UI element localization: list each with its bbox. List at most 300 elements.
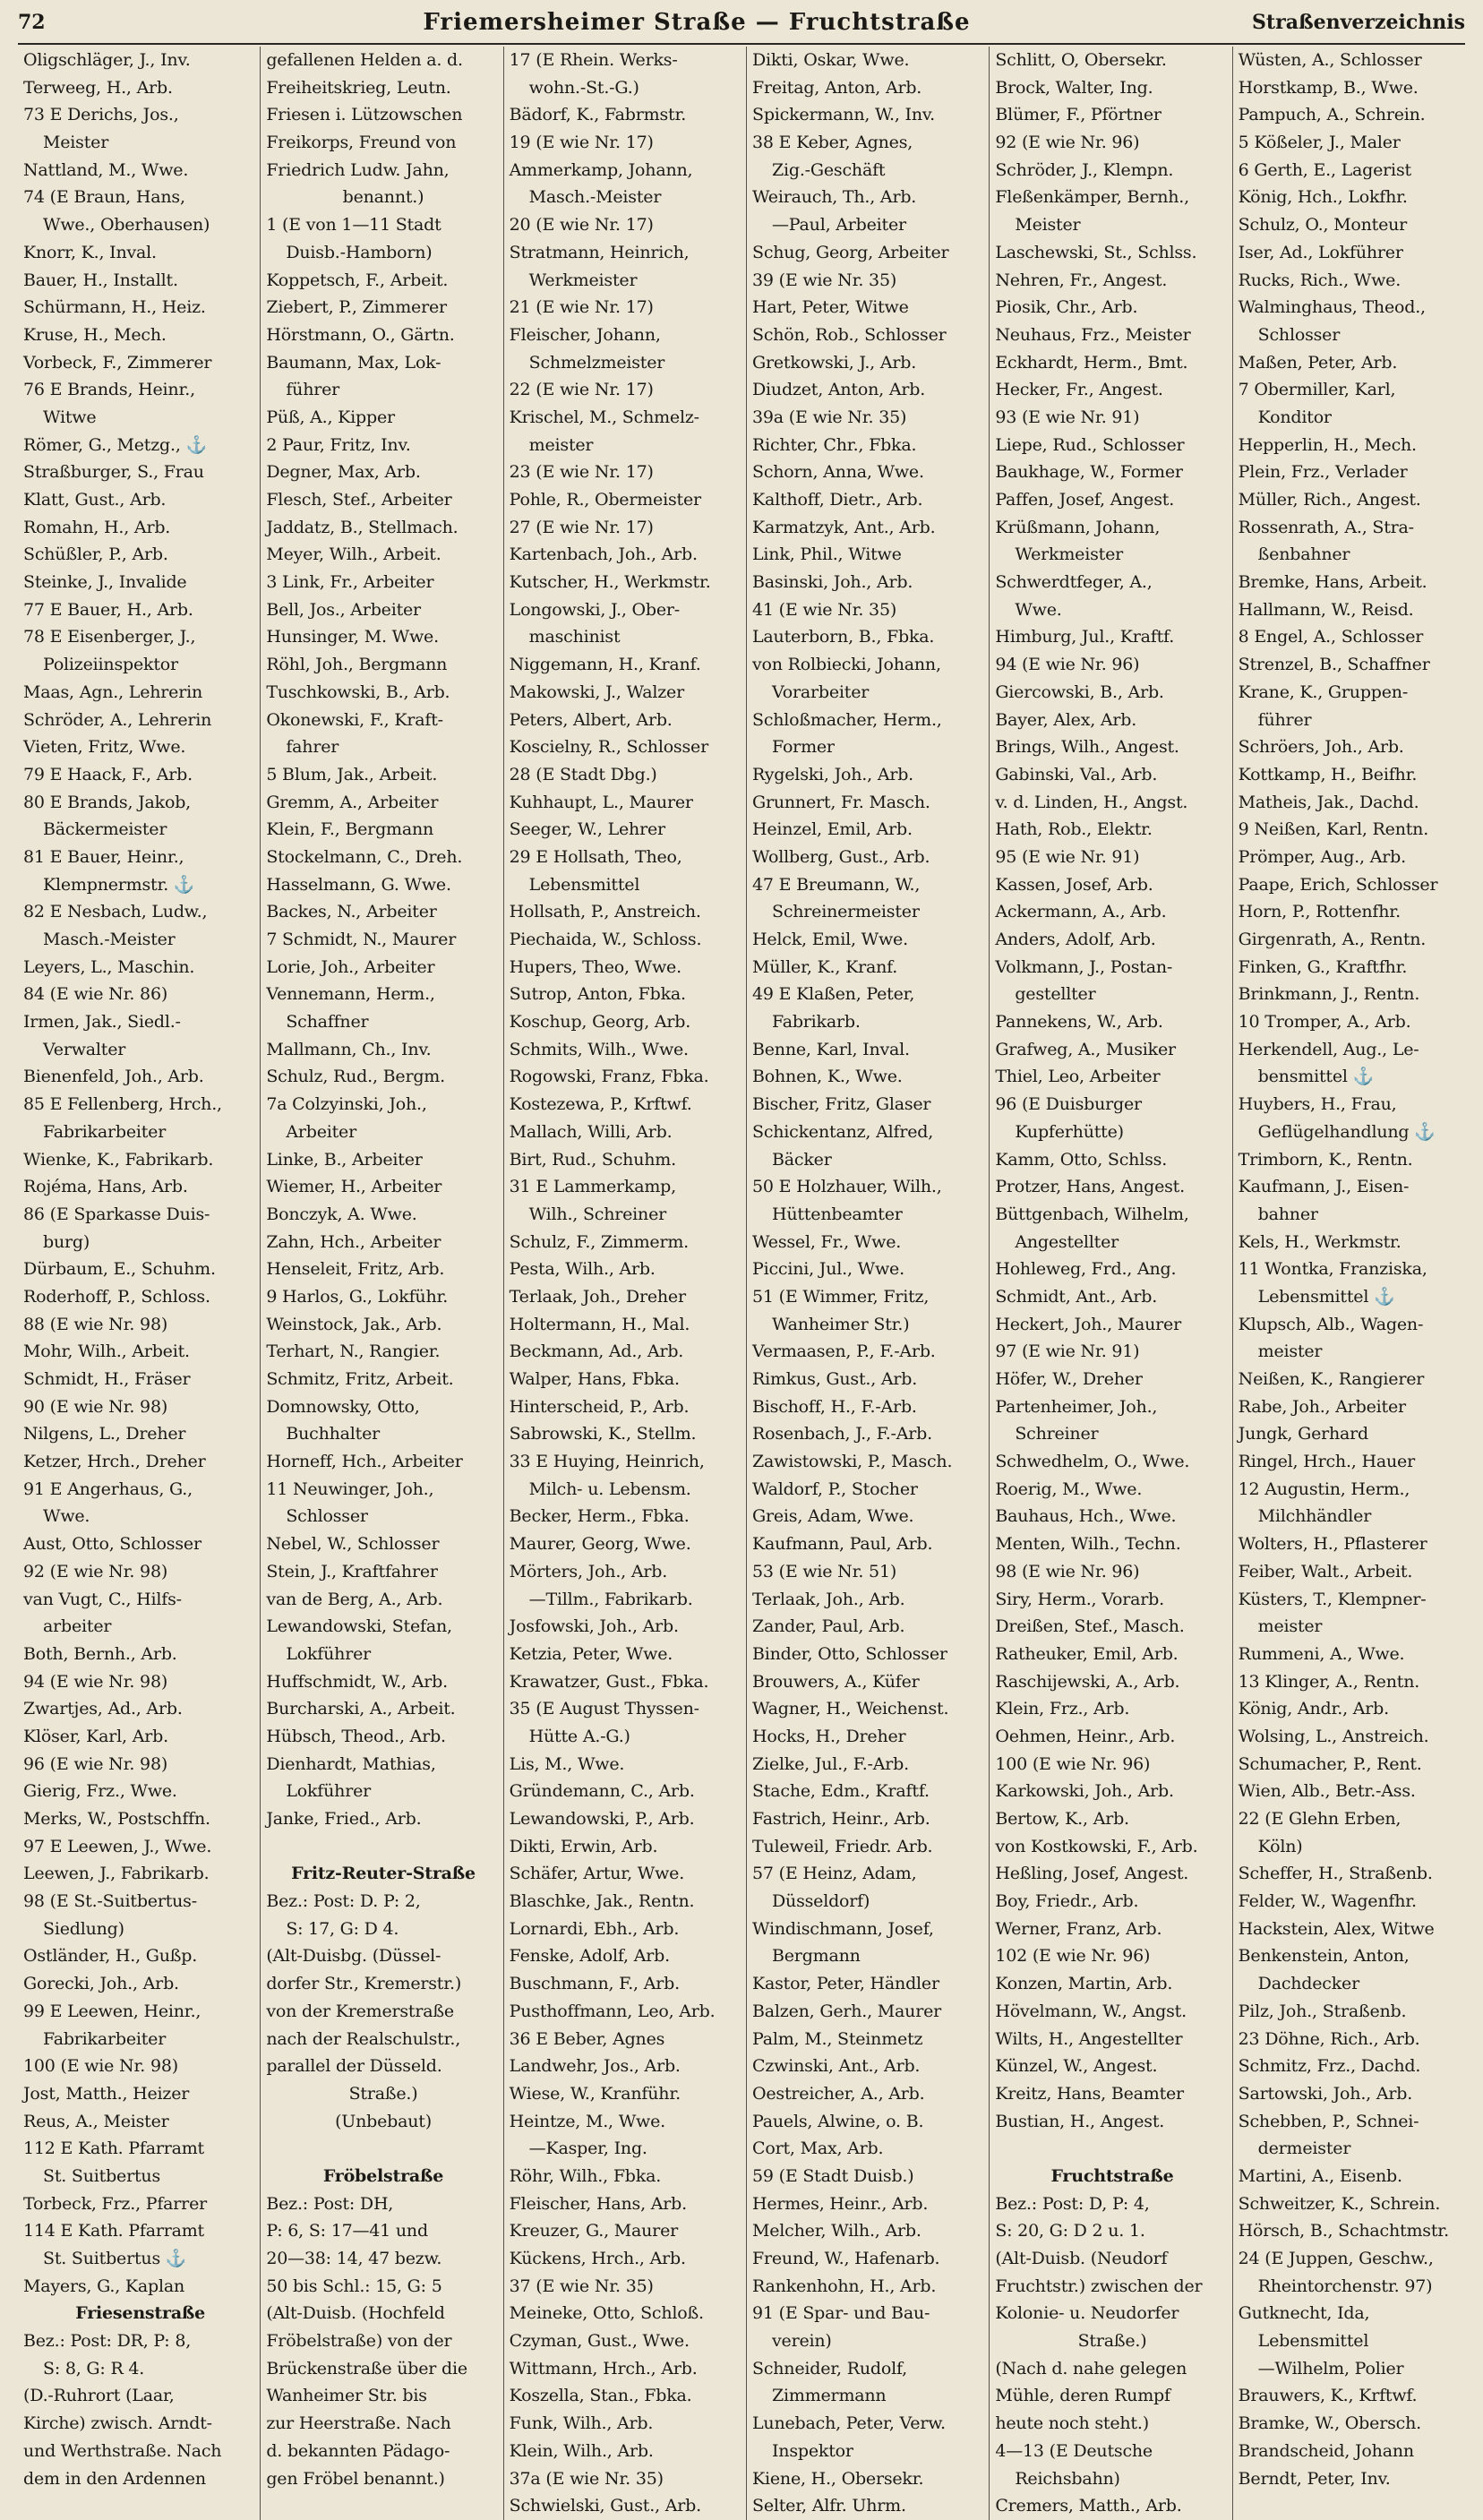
directory-entry: Blümer, F., Pförtner xyxy=(995,105,1162,125)
directory-entry: Schreinermeister xyxy=(772,902,920,922)
directory-entry: Menten, Wilh., Techn. xyxy=(995,1534,1181,1555)
directory-entry: Leyers, L., Maschin. xyxy=(23,956,195,977)
directory-entry: S: 8, G: R 4. xyxy=(43,2358,145,2379)
directory-entry: Brandscheid, Johann xyxy=(1238,2440,1414,2461)
directory-entry: Kolonie- u. Neudorfer xyxy=(995,2303,1179,2324)
directory-entry: 11 Neuwinger, Joh., xyxy=(266,1479,434,1499)
directory-entry: Bertow, K., Arb. xyxy=(995,1809,1129,1829)
directory-entry: Schön, Rob., Schlosser xyxy=(752,324,947,345)
directory-entry: Lebensmittel ⚓ xyxy=(1257,1286,1395,1307)
directory-entry: gefallenen Helden a. d. xyxy=(266,50,463,70)
directory-entry: Rheintorchenstr. 97) xyxy=(1257,2276,1433,2296)
directory-entry: Lauterborn, B., Fbka. xyxy=(752,627,935,647)
directory-entry: 95 (E wie Nr. 91) xyxy=(995,846,1140,867)
directory-entry: Straßburger, S., Frau xyxy=(23,462,204,483)
directory-entry: Pohle, R., Obermeister xyxy=(509,490,701,510)
directory-entry: 8 Engel, A., Schlosser xyxy=(1238,627,1424,647)
directory-entry: dem in den Ardennen xyxy=(23,2468,206,2489)
directory-entry: Volkmann, J., Postan- xyxy=(995,956,1173,977)
directory-entry: Neuhaus, Frz., Meister xyxy=(995,324,1191,345)
directory-entry: Nattland, M., Wwe. xyxy=(23,159,189,180)
directory-entry: Schwerdtfeger, A., xyxy=(995,572,1153,593)
directory-entry: Wien, Alb., Betr.-Ass. xyxy=(1238,1781,1416,1802)
directory-entry: Backes, N., Arbeiter xyxy=(266,902,437,922)
directory-entry: 33 E Huying, Heinrich, xyxy=(509,1452,705,1472)
directory-entry: Rummeni, A., Wwe. xyxy=(1238,1643,1405,1664)
directory-entry: Tuleweil, Friedr. Arb. xyxy=(752,1836,933,1856)
directory-entry: Hocks, H., Dreher xyxy=(752,1726,906,1746)
directory-entry: 49 E Klaßen, Peter, xyxy=(752,984,915,1005)
directory-entry: Schröder, J., Klempn. xyxy=(995,159,1174,180)
directory-entry: Fabrikarbeiter xyxy=(43,2028,167,2049)
directory-entry: 27 (E wie Nr. 17) xyxy=(509,517,654,537)
directory-entry: Kupferhütte) xyxy=(1015,1121,1124,1142)
directory-entry: Küsters, T., Klempner- xyxy=(1238,1589,1427,1609)
directory-entry: —Kasper, Ing. xyxy=(528,2139,647,2159)
directory-entry: Schmits, Wilh., Wwe. xyxy=(509,1039,689,1059)
directory-entry: Steinke, J., Invalide xyxy=(23,572,187,593)
directory-entry: Müller, K., Kranf. xyxy=(752,956,898,977)
directory-entry: Lis, M., Wwe. xyxy=(509,1753,625,1774)
directory-entry: Bell, Jos., Arbeiter xyxy=(266,599,421,620)
directory-entry: Mallmann, Ch., Inv. xyxy=(266,1039,432,1059)
directory-entry: Lokführer xyxy=(286,1781,372,1802)
directory-entry: Hupers, Theo, Wwe. xyxy=(509,956,681,977)
directory-entry: 12 Augustin, Herm., xyxy=(1238,1479,1410,1499)
directory-entry: Fabrikarbeiter xyxy=(43,1121,167,1142)
directory-entry: Bez.: Post: DH, xyxy=(266,2193,394,2214)
directory-entry: 88 (E wie Nr. 98) xyxy=(23,1314,168,1334)
directory-entry: Piechaida, W., Schloss. xyxy=(509,930,702,949)
directory-entry: Schug, Georg, Arbeiter xyxy=(752,242,949,262)
directory-entry: Kartenbach, Joh., Arb. xyxy=(509,544,698,565)
directory-entry: 94 (E wie Nr. 96) xyxy=(995,655,1140,675)
directory-entry: Inspektor xyxy=(772,2440,853,2461)
directory-entry: Arbeiter xyxy=(286,1121,356,1142)
directory-entry: Künzel, W., Angest. xyxy=(995,2056,1158,2077)
directory-entry: Boy, Friedr., Arb. xyxy=(995,1891,1139,1912)
directory-entry xyxy=(266,1833,500,1861)
directory-entry: 38 E Keber, Agnes, xyxy=(752,133,913,153)
directory-entry: Kreuzer, G., Maurer xyxy=(509,2221,678,2241)
directory-entry: Ackermann, A., Arb. xyxy=(995,902,1167,922)
directory-entry: Schüßler, P., Arb. xyxy=(23,544,168,565)
directory-entry: Scheffer, H., Straßenb. xyxy=(1238,1864,1433,1884)
directory-entry: Wiemer, H., Arbeiter xyxy=(266,1177,442,1197)
directory-entry: Knorr, K., Inval. xyxy=(23,242,157,262)
directory-entry: Bauhaus, Hch., Wwe. xyxy=(995,1506,1177,1527)
directory-entry: 3 Link, Fr., Arbeiter xyxy=(266,572,434,593)
directory-entry: von Rolbiecki, Johann, xyxy=(752,655,941,675)
directory-entry: Ziebert, P., Zimmerer xyxy=(266,297,447,318)
directory-entry: Heintze, M., Wwe. xyxy=(509,2111,666,2131)
directory-entry: heute noch steht.) xyxy=(995,2413,1149,2434)
directory-entry: Holtermann, H., Mal. xyxy=(509,1314,690,1334)
directory-entry: Czwinski, Ant., Arb. xyxy=(752,2056,921,2077)
directory-entry: Mayers, G., Kaplan xyxy=(23,2276,185,2296)
directory-entry: Straße.) xyxy=(348,2083,418,2104)
directory-entry: Baukhage, W., Former xyxy=(995,462,1183,483)
directory-entry: Link, Phil., Witwe xyxy=(752,544,902,565)
directory-entry: Koppetsch, F., Arbeit. xyxy=(266,270,449,290)
directory-entry: 78 E Eisenberger, J., xyxy=(23,627,196,647)
directory-entry: Zielke, Jul., F.-Arb. xyxy=(752,1753,909,1774)
directory-entry: 92 (E wie Nr. 98) xyxy=(23,1561,168,1581)
directory-entry: Büttgenbach, Wilhelm, xyxy=(995,1204,1189,1224)
directory-entry: Wienke, K., Fabrikarb. xyxy=(23,1149,214,1170)
directory-entry: 37 (E wie Nr. 35) xyxy=(509,2276,654,2296)
directory-entry: Schäfer, Artur, Wwe. xyxy=(509,1864,685,1884)
directory-entry: Wolters, H., Pflasterer xyxy=(1238,1534,1427,1555)
directory-entry: 20—38: 14, 47 bezw. xyxy=(266,2249,442,2268)
directory-entry: 9 Harlos, G., Lokführ. xyxy=(266,1286,449,1307)
directory-entry: Karkowski, Joh., Arb. xyxy=(995,1781,1174,1802)
directory-entry: Gremm, A., Arbeiter xyxy=(266,792,439,812)
directory-entry: Liepe, Rud., Schlosser xyxy=(995,434,1185,455)
directory-entry: —Tillm., Fabrikarb. xyxy=(528,1589,693,1609)
directory-entry: Windischmann, Josef, xyxy=(752,1918,934,1939)
directory-entry: Kiene, H., Obersekr. xyxy=(752,2468,924,2489)
directory-entry: Hepperlin, H., Mech. xyxy=(1238,434,1417,455)
directory-entry: Janke, Fried., Arb. xyxy=(266,1809,422,1829)
directory-entry: 114 E Kath. Pfarramt xyxy=(23,2221,204,2241)
directory-entry: Benne, Karl, Inval. xyxy=(752,1039,910,1059)
directory-entry: Wiese, W., Kranführ. xyxy=(509,2083,681,2104)
directory-entry xyxy=(995,2135,1229,2163)
directory-entry: St. Suitbertus ⚓ xyxy=(43,2249,187,2268)
directory-entry: Römer, G., Metzg., ⚓ xyxy=(23,434,207,455)
directory-entry: (Unbebaut) xyxy=(335,2111,432,2131)
directory-entry: 17 (E Rhein. Werks- xyxy=(509,50,678,70)
directory-entry: Wilh., Schreiner xyxy=(528,1204,667,1224)
directory-entry: Kassen, Josef, Arb. xyxy=(995,874,1153,895)
directory-entry: Gretkowski, J., Arb. xyxy=(752,352,917,373)
directory-entry: Sabrowski, K., Stellm. xyxy=(509,1424,697,1444)
directory-entry: gestellter xyxy=(1015,984,1096,1005)
directory-entry: 94 (E wie Nr. 98) xyxy=(23,1671,168,1692)
directory-entry: Pesta, Wilh., Arb. xyxy=(509,1259,656,1280)
directory-entry: Both, Bernh., Arb. xyxy=(23,1643,177,1664)
directory-entry: Krawatzer, Gust., Fbka. xyxy=(509,1671,709,1692)
directory-entry: Fleßenkämper, Bernh., xyxy=(995,187,1189,208)
directory-entry: Dürbaum, E., Schuhm. xyxy=(23,1259,216,1280)
directory-entry: St. Suitbertus xyxy=(43,2165,161,2186)
directory-entry: Kalthoff, Dietr., Arb. xyxy=(752,490,923,510)
directory-entry: Heckert, Joh., Maurer xyxy=(995,1314,1181,1334)
directory-entry: Herkendell, Aug., Le- xyxy=(1238,1039,1419,1059)
directory-entry: Ketzia, Peter, Wwe. xyxy=(509,1643,673,1664)
directory-entry: Schröder, A., Lehrerin xyxy=(23,709,212,730)
directory-entry: Buchhalter xyxy=(286,1424,381,1444)
directory-entry: Cort, Max, Arb. xyxy=(752,2139,884,2159)
directory-entry: Milchhändler xyxy=(1257,1506,1372,1527)
directory-entry: verein) xyxy=(772,2331,832,2352)
directory-entry: Kreitz, Hans, Beamter xyxy=(995,2083,1184,2104)
directory-entry: Schürmann, H., Heiz. xyxy=(23,297,206,318)
directory-entry: 4—13 (E Deutsche xyxy=(995,2440,1153,2461)
directory-entry: Bäcker xyxy=(772,1149,832,1170)
directory-entry: Düsseldorf) xyxy=(772,1891,870,1912)
directory-entry: Krüßmann, Johann, xyxy=(995,517,1161,537)
directory-entry: Klöser, Karl, Arb. xyxy=(23,1726,168,1746)
directory-entry: Piosik, Chr., Arb. xyxy=(995,297,1138,318)
directory-entry: Oligschläger, J., Inv. xyxy=(23,50,191,70)
directory-entry: Milch- u. Lebensm. xyxy=(528,1479,691,1499)
directory-entry: Rosenbach, J., F.-Arb. xyxy=(752,1424,932,1444)
directory-entry: Vieten, Fritz, Wwe. xyxy=(23,737,186,758)
directory-entry: Zahn, Hch., Arbeiter xyxy=(266,1231,441,1252)
directory-entry: Kels, H., Werkmstr. xyxy=(1238,1231,1402,1252)
street-heading: Fruchtstraße xyxy=(1050,2165,1174,2186)
directory-entry: Hackstein, Alex, Witwe xyxy=(1238,1918,1435,1939)
directory-entry: König, Andr., Arb. xyxy=(1238,1699,1389,1719)
directory-entry: meister xyxy=(528,434,594,455)
directory-entry: 28 (E Stadt Dbg.) xyxy=(509,764,657,784)
directory-entry: Höfer, W., Dreher xyxy=(995,1369,1143,1389)
directory-entry: Schmitz, Fritz, Arbeit. xyxy=(266,1369,454,1389)
directory-entry: Hecker, Fr., Angest. xyxy=(995,380,1163,400)
directory-entry: 50 bis Schl.: 15, G: 5 xyxy=(266,2276,442,2296)
directory-entry: Gierig, Frz., Wwe. xyxy=(23,1781,177,1802)
directory-entry: Prömper, Aug., Arb. xyxy=(1238,846,1406,867)
directory-entry: 98 (E wie Nr. 96) xyxy=(995,1561,1140,1581)
directory-entry: Hütte A.-G.) xyxy=(528,1726,630,1746)
directory-entry: Bez.: Post: D, P: 4, xyxy=(995,2193,1150,2214)
directory-entry: Josfowski, Joh., Arb. xyxy=(509,1616,679,1637)
directory-entry: Fröbelstraße) von der xyxy=(266,2331,452,2352)
directory-entry: Plein, Frz., Verlader xyxy=(1238,462,1408,483)
directory-entry: Bayer, Alex, Arb. xyxy=(995,709,1137,730)
directory-entry: Baumann, Max, Lok- xyxy=(266,352,441,373)
directory-entry: v. d. Linden, H., Angst. xyxy=(995,792,1188,812)
directory-entry: Czyman, Gust., Wwe. xyxy=(509,2331,690,2352)
directory-entry: Ratheuker, Emil, Arb. xyxy=(995,1643,1179,1664)
directory-entry: Pilz, Joh., Straßenb. xyxy=(1238,2001,1407,2021)
directory-entry: Huybers, H., Frau, xyxy=(1238,1094,1397,1115)
directory-entry: Kostezewa, P., Krftwf. xyxy=(509,1094,692,1115)
directory-entry: Werkmeister xyxy=(528,270,638,290)
directory-entry: 96 (E Duisburger xyxy=(995,1094,1142,1115)
directory-entry: Pannekens, W., Arb. xyxy=(995,1012,1163,1033)
directory-entry: 20 (E wie Nr. 17) xyxy=(509,215,654,236)
directory-entry: Klupsch, Alb., Wagen- xyxy=(1238,1314,1424,1334)
directory-entry: Feiber, Walt., Arbeit. xyxy=(1238,1561,1413,1581)
directory-entry: 51 (E Wimmer, Fritz, xyxy=(752,1286,930,1307)
directory-entry: Maas, Agn., Lehrerin xyxy=(23,681,202,702)
directory-entry: Anders, Adolf, Arb. xyxy=(995,930,1156,949)
directory-entry: Horstkamp, B., Wwe. xyxy=(1238,77,1419,98)
directory-entry: Linke, B., Arbeiter xyxy=(266,1149,423,1170)
directory-entry: parallel der Düsseld. xyxy=(266,2056,442,2077)
column-6 xyxy=(1233,47,1476,2520)
directory-entry: führer xyxy=(286,380,340,400)
directory-entry: Terweeg, H., Arb. xyxy=(23,77,173,98)
directory-entry: Trimborn, K., Rentn. xyxy=(1238,1149,1413,1170)
directory-entry: 7 Obermiller, Karl, xyxy=(1238,380,1396,400)
directory-entry: Martini, A., Eisenb. xyxy=(1238,2165,1402,2186)
directory-entry: 59 (E Stadt Duisb.) xyxy=(752,2165,914,2186)
directory-entry: Dachdecker xyxy=(1257,1974,1359,1994)
directory-entry: Meyer, Wilh., Arbeit. xyxy=(266,544,441,565)
directory-entry: (Alt-Duisbg. (Düssel- xyxy=(266,1946,441,1967)
directory-entry: Roderhoff, P., Schloss. xyxy=(23,1286,210,1307)
directory-entry: Zwartjes, Ad., Arb. xyxy=(23,1699,183,1719)
directory-entry: nach der Realschulstr., xyxy=(266,2028,461,2049)
directory-entry: dorfer Str., Kremerstr.) xyxy=(266,1974,462,1994)
street-heading: Fröbelstraße xyxy=(322,2165,444,2186)
directory-entry: Röhl, Joh., Bergmann xyxy=(266,655,448,675)
directory-entry: gen Fröbel benannt.) xyxy=(266,2468,445,2489)
directory-entry: 1 (E von 1—11 Stadt xyxy=(266,215,441,236)
directory-entry: Terlaak, Joh., Dreher xyxy=(509,1286,686,1307)
directory-entry: 11 Wontka, Franziska, xyxy=(1238,1259,1427,1280)
column-4 xyxy=(747,47,990,2520)
directory-entry: Kirche) zwisch. Arndt- xyxy=(23,2413,212,2434)
directory-entry: Greis, Adam, Wwe. xyxy=(752,1506,914,1527)
directory-entry: 80 E Brands, Jakob, xyxy=(23,792,192,812)
directory-entry: Rucks, Rich., Wwe. xyxy=(1238,270,1402,290)
directory-entry: Stache, Edm., Kraftf. xyxy=(752,1781,930,1802)
directory-entry: 76 E Brands, Heinr., xyxy=(23,380,195,400)
directory-entry: Wanheimer Str. bis xyxy=(266,2386,427,2406)
directory-entry: Rygelski, Joh., Arb. xyxy=(752,764,914,784)
directory-entry: 41 (E wie Nr. 35) xyxy=(752,599,897,620)
directory-entry: (Nach d. nahe gelegen xyxy=(995,2358,1187,2379)
directory-entry: Gründemann, C., Arb. xyxy=(509,1781,695,1802)
directory-entry: Burcharski, A., Arbeit. xyxy=(266,1699,456,1719)
directory-entry: Dreißen, Stef., Masch. xyxy=(995,1616,1185,1637)
directory-entry: Schmelzmeister xyxy=(528,352,665,373)
directory-entry: Hollsath, P., Anstreich. xyxy=(509,902,701,922)
directory-entry: Koschup, Georg, Arb. xyxy=(509,1012,691,1033)
directory-entry: Bremke, Hans, Arbeit. xyxy=(1238,572,1427,593)
directory-entry: Diudzet, Anton, Arb. xyxy=(752,380,926,400)
directory-entry: Henseleit, Fritz, Arb. xyxy=(266,1259,445,1280)
directory-entry: Rojéma, Hans, Arb. xyxy=(23,1177,188,1197)
directory-entry: Blaschke, Jak., Rentn. xyxy=(509,1891,695,1912)
directory-entry: Waldorf, P., Stocher xyxy=(752,1479,918,1499)
directory-entry: Brings, Wilh., Angest. xyxy=(995,737,1179,758)
directory-entry: Horn, P., Rottenfhr. xyxy=(1238,902,1401,922)
directory-entry: Hasselmann, G. Wwe. xyxy=(266,874,451,895)
directory-entry: Landwehr, Jos., Arb. xyxy=(509,2056,681,2077)
directory-entry: benannt.) xyxy=(342,187,424,208)
directory-entry: von der Kremerstraße xyxy=(266,2001,454,2021)
directory-entry: Peters, Albert, Arb. xyxy=(509,709,673,730)
directory-entry: Basinski, Joh., Arb. xyxy=(752,572,913,593)
directory-entry: 39a (E wie Nr. 35) xyxy=(752,407,907,427)
directory-entry: Reichsbahn) xyxy=(1015,2468,1120,2489)
directory-entry: Himburg, Jul., Kraftf. xyxy=(995,627,1175,647)
directory-entry: 81 E Bauer, Heinr., xyxy=(23,846,184,867)
directory-entry: Raschijewski, A., Arb. xyxy=(995,1671,1180,1692)
directory-entry: Balzen, Gerh., Maurer xyxy=(752,2001,942,2021)
directory-entry: Kutscher, H., Werkmstr. xyxy=(509,572,711,593)
directory-entry: Lebensmittel xyxy=(1257,2331,1369,2352)
directory-entry: Bauer, H., Installt. xyxy=(23,270,178,290)
directory-entry: Brückenstraße über die xyxy=(266,2358,467,2379)
directory-entry: Lewandowski, P., Arb. xyxy=(509,1809,695,1829)
directory-entry: Kaufmann, J., Eisen- xyxy=(1238,1177,1410,1197)
directory-entry: Finken, G., Kraftfhr. xyxy=(1238,956,1408,977)
directory-entry: (Alt-Duisb. (Neudorf xyxy=(995,2249,1168,2268)
directory-entry: Klein, Wilh., Arb. xyxy=(509,2440,654,2461)
directory-entry: Bienenfeld, Joh., Arb. xyxy=(23,1067,204,1087)
directory-entry: Hörsch, B., Schachtmstr. xyxy=(1238,2221,1449,2241)
directory-entry: Strenzel, B., Schaffner xyxy=(1238,655,1430,675)
directory-entry: Freikorps, Freund von xyxy=(266,133,457,153)
directory-entry: 100 (E wie Nr. 98) xyxy=(23,2056,178,2077)
directory-entry: Vorbeck, F., Zimmerer xyxy=(23,352,212,373)
directory-entry: Heßling, Josef, Angest. xyxy=(995,1864,1189,1884)
directory-entry: Ringel, Hrch., Hauer xyxy=(1238,1452,1415,1472)
directory-entry: burg) xyxy=(43,1231,90,1252)
directory-entry: Hörstmann, O., Gärtn. xyxy=(266,324,455,345)
directory-entry: 6 Gerth, E., Lagerist xyxy=(1238,159,1411,180)
directory-entry: ßenbahner xyxy=(1257,544,1350,565)
directory-entry: Grafweg, A., Musiker xyxy=(995,1039,1176,1059)
directory-entry: Fabrikarb. xyxy=(772,1012,861,1033)
directory-entry: Merks, W., Postschffn. xyxy=(23,1809,210,1829)
directory-entry: Duisb.-Hamborn) xyxy=(286,242,433,262)
directory-entry: —Paul, Arbeiter xyxy=(772,215,906,236)
directory-entry: Vermaasen, P., F.-Arb. xyxy=(752,1341,936,1362)
directory-entry: Kuhhaupt, L., Maurer xyxy=(509,792,693,812)
directory-entry: 22 (E wie Nr. 17) xyxy=(509,380,654,400)
directory-entry: Bohnen, K., Wwe. xyxy=(752,1067,903,1087)
directory-entry: 77 E Bauer, H., Arb. xyxy=(23,599,193,620)
directory-entry: Fruchtstr.) zwischen der xyxy=(995,2276,1203,2296)
directory-entry: 112 E Kath. Pfarramt xyxy=(23,2139,204,2159)
directory-entry: Meineke, Otto, Schloß. xyxy=(509,2303,704,2324)
directory-entry: 98 (E St.-Suitbertus- xyxy=(23,1891,197,1912)
directory-entry: Kottkamp, H., Beifhr. xyxy=(1238,764,1418,784)
directory-entry: Bez.: Post: D. P: 2, xyxy=(266,1891,421,1912)
directory-entry: 22 (E Glehn Erben, xyxy=(1238,1809,1402,1829)
page-header xyxy=(18,2,1465,45)
directory-entry: Berndt, Peter, Inv. xyxy=(1238,2468,1391,2489)
directory-entry: Röhr, Wilh., Fbka. xyxy=(509,2165,662,2186)
directory-entry: Mallach, Willi, Arb. xyxy=(509,1121,673,1142)
directory-entry: Freiheitskrieg, Leutn. xyxy=(266,77,451,98)
section-title: Straßenverzeichnis xyxy=(1252,11,1465,34)
directory-entry: Gorecki, Joh., Arb. xyxy=(23,1974,179,1994)
directory-entry: Koscielny, R., Schlosser xyxy=(509,737,708,758)
directory-entry: Ammerkamp, Johann, xyxy=(509,159,693,180)
column-3 xyxy=(504,47,747,2520)
directory-entry: Lorie, Joh., Arbeiter xyxy=(266,956,435,977)
directory-entry: Schloßmacher, Herm., xyxy=(752,709,942,730)
directory-entry: Brouwers, A., Küfer xyxy=(752,1671,920,1692)
directory-entry: Meister xyxy=(1015,215,1081,236)
directory-entry: Fleischer, Hans, Arb. xyxy=(509,2193,687,2214)
directory-entry: Schlosser xyxy=(1257,324,1341,345)
directory-entry: Koszella, Stan., Fbka. xyxy=(509,2386,692,2406)
directory-entry: Pampuch, A., Schrein. xyxy=(1238,105,1426,125)
directory-entry: Bez.: Post: DR, P: 8, xyxy=(23,2331,192,2352)
directory-entry: Wwe. xyxy=(43,1506,90,1527)
directory-entry: Gabinski, Val., Arb. xyxy=(995,764,1158,784)
directory-entry: Maurer, Georg, Wwe. xyxy=(509,1534,691,1555)
directory-entry: Schulz, F., Zimmerm. xyxy=(509,1231,689,1252)
directory-entry: Konzen, Martin, Arb. xyxy=(995,1974,1173,1994)
directory-entry: Wanheimer Str.) xyxy=(772,1314,910,1334)
directory-entry: Dikti, Erwin, Arb. xyxy=(509,1836,658,1856)
directory-entry: Wwe., Oberhausen) xyxy=(43,215,210,236)
directory-entry: Rossenrath, A., Stra- xyxy=(1238,517,1414,537)
directory-entry: Straße.) xyxy=(1077,2331,1147,2352)
directory-entry: Dienhardt, Mathias, xyxy=(266,1753,436,1774)
